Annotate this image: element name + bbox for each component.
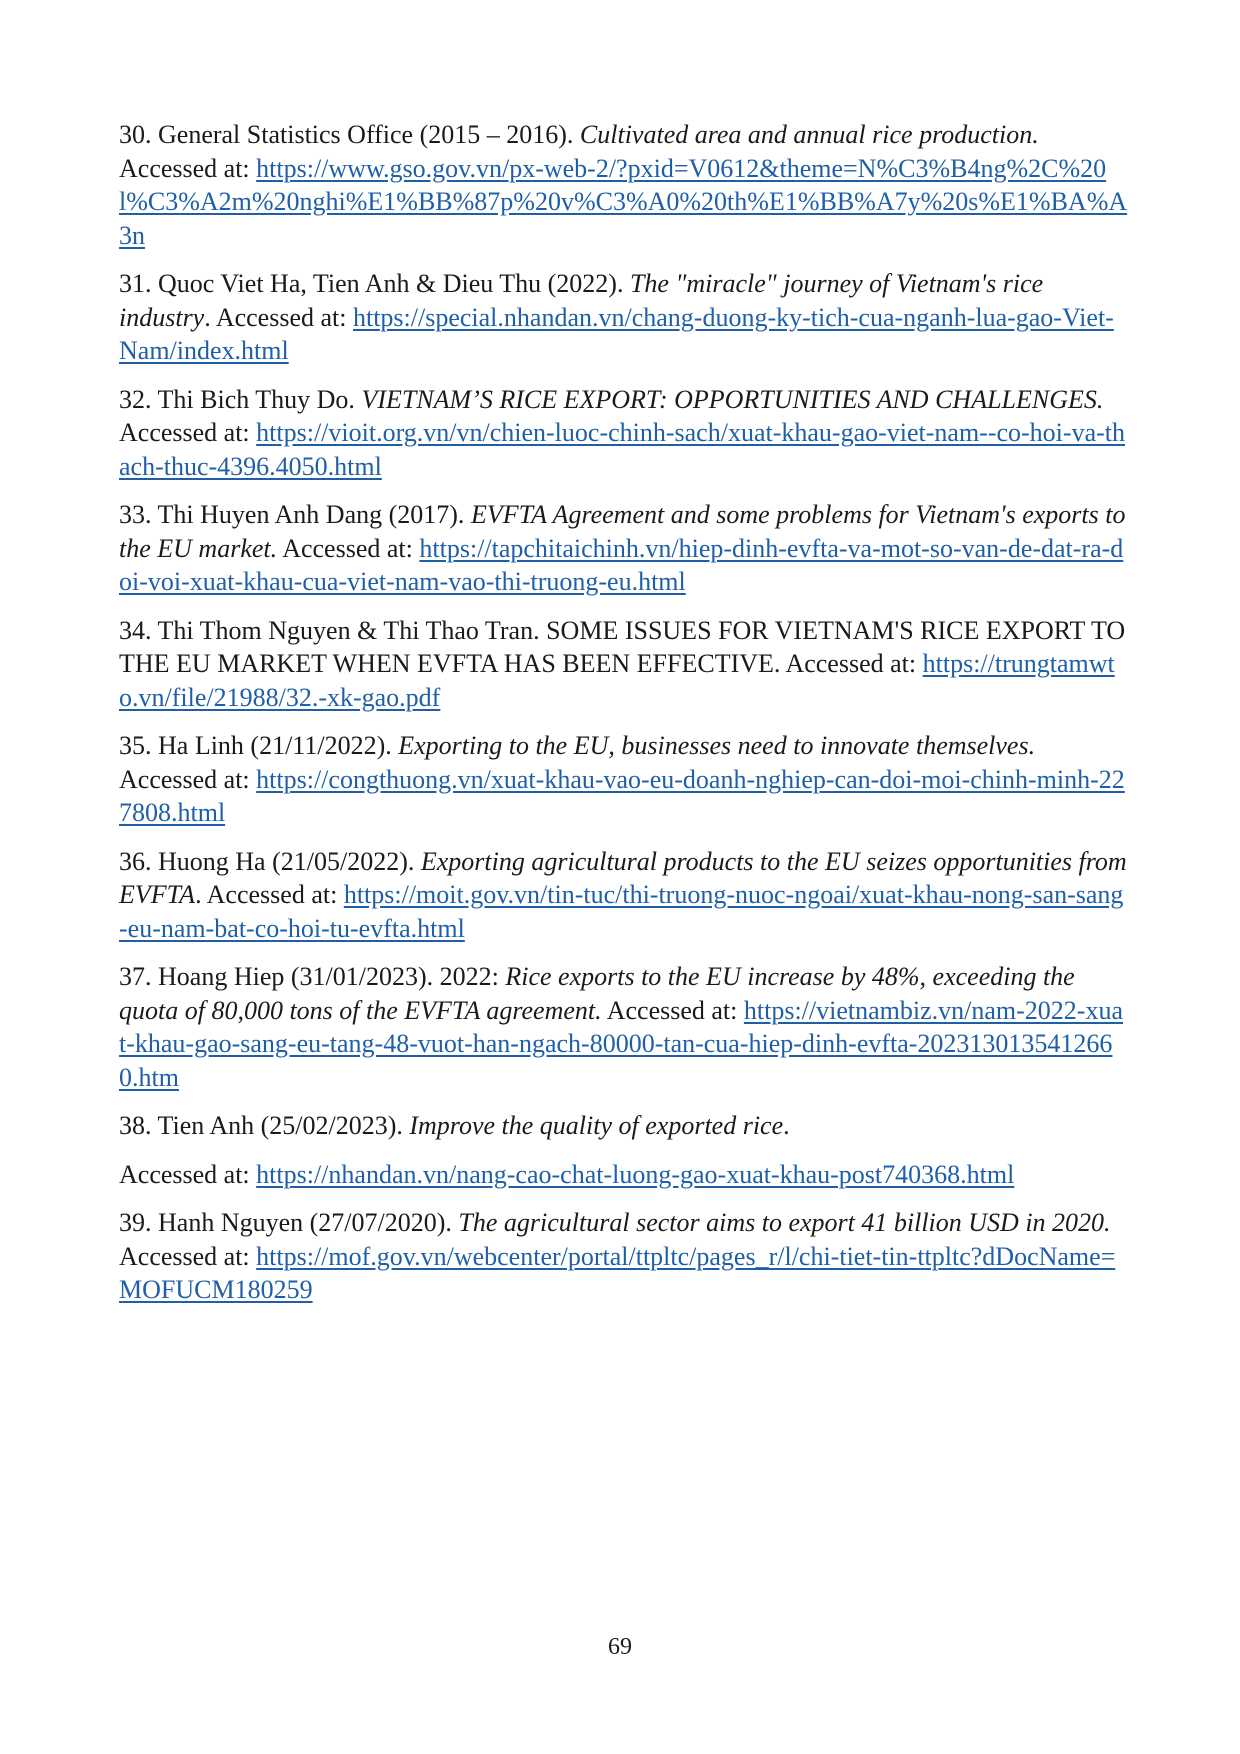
reference-accessed-label: Accessed at:: [119, 418, 257, 447]
reference-item: [119, 960, 1129, 1094]
reference-title: Exporting agricultural products to the EU seizes opportunities from EVFTA: [119, 846, 1127, 909]
reference-link[interactable]: https://moit.gov.vn/tin-tuc/thi-truong-nuoc-ngoai/xuat-khau-nong-san-sang-eu-nam-bat-co-hoi-tu-evfta.html: [119, 880, 1124, 943]
reference-accessed-label: Accessed at:: [119, 764, 257, 794]
reference-accessed-label: Accessed at:: [215, 302, 353, 332]
reference-accessed-label: Accessed at:: [206, 880, 344, 909]
reference-lead: 37. Hoang Hiep (31/01/2023). 2022:: [119, 962, 506, 991]
reference-item: [119, 729, 1129, 830]
reference-item: [119, 383, 1129, 484]
reference-title: The agricultural sector aims to export 41 billion USD in 2020.: [458, 1208, 1111, 1237]
reference-link[interactable]: https://special.nhandan.vn/chang-duong-ky-tich-cua-nganh-lua-gao-Viet-Nam/index.html: [119, 302, 1114, 365]
reference-item: [119, 1206, 1129, 1307]
reference-link[interactable]: https://www.gso.gov.vn/px-web-2/?pxid=V0612&theme=N%C3%B4ng%2C%20l%C3%A2m%20nghi%E1%BB%87p%20v%C3%A0%20th%E1%BB%A7y%20s%E1%BA%A3n: [119, 153, 1128, 250]
reference-mid: .: [195, 880, 207, 909]
reference-item: [119, 845, 1129, 946]
reference-title: VIETNAM’S RICE EXPORT: OPPORTUNITIES AND CHALLENGES.: [361, 384, 1104, 414]
reference-mid: .: [204, 302, 216, 332]
reference-lead: 38. Tien Anh (25/02/2023).: [119, 1111, 410, 1140]
reference-link[interactable]: https://nhandan.vn/nang-cao-chat-luong-gao-xuat-khau-post740368.html: [256, 1159, 1015, 1189]
reference-mid: .: [783, 1111, 790, 1140]
page-number: 69: [608, 1634, 632, 1660]
reference-title: Exporting to the EU, businesses need to innovate themselves.: [398, 731, 1036, 760]
reference-lead: 32. Thi Bich Thuy Do.: [119, 384, 362, 414]
reference-list: [119, 118, 1129, 1322]
reference-lead: 39. Hanh Nguyen (27/07/2020).: [119, 1208, 459, 1237]
reference-title: The "miracle" journey of Vietnam's rice industry: [119, 269, 1044, 332]
reference-title: Cultivated area and annual rice production.: [579, 120, 1039, 149]
reference-lead: 34. Thi Thom Nguyen & Thi Thao Tran. SOME ISSUES FOR VIETNAM'S RICE EXPORT TO THE EU MARKET WHEN EVFTA HAS BEEN EFFECTIVE.: [119, 615, 1126, 678]
reference-item: [119, 614, 1129, 715]
reference-lead: 30. General Statistics Office (2015 – 2016).: [119, 120, 580, 149]
reference-accessed-label: Accessed at:: [785, 649, 923, 678]
reference-item: [119, 1109, 1129, 1191]
reference-item: [119, 498, 1129, 599]
reference-link[interactable]: https://vietnambiz.vn/nam-2022-xuat-khau-gao-sang-eu-tang-48-vuot-han-ngach-80000-tan-cua-hiep-dinh-evfta-2023130135412660.htm: [119, 995, 1123, 1092]
reference-link[interactable]: https://tapchitaichinh.vn/hiep-dinh-evfta-va-mot-so-van-de-dat-ra-doi-voi-xuat-khau-cua-viet-nam-vao-thi-truong-eu.html: [119, 533, 1124, 596]
reference-item: [119, 267, 1129, 368]
reference-lead: 35. Ha Linh (21/11/2022).: [119, 731, 399, 760]
reference-link[interactable]: https://vioit.org.vn/vn/chien-luoc-chinh-sach/xuat-khau-gao-viet-nam--co-hoi-va-thach-thuc-4396.4050.html: [119, 418, 1125, 481]
reference-item: [119, 118, 1129, 252]
reference-title: EVFTA Agreement and some problems for Vietnam's exports to the EU market.: [119, 500, 1126, 563]
reference-accessed-label: Accessed at:: [282, 533, 420, 563]
reference-link[interactable]: https://mof.gov.vn/webcenter/portal/ttpltc/pages_r/l/chi-tiet-tin-ttpltc?dDocName=MOFUCM180259: [119, 1241, 1116, 1304]
reference-accessed-label: Accessed at:: [606, 995, 744, 1025]
reference-lead: 31. Quoc Viet Ha, Tien Anh & Dieu Thu (2022).: [119, 269, 630, 298]
reference-title: Rice exports to the EU increase by 48%, exceeding the quota of 80,000 tons of the EVFTA agreement.: [119, 962, 1075, 1025]
reference-lead: 33. Thi Huyen Anh Dang (2017).: [119, 500, 471, 529]
reference-accessed-label: Accessed at:: [119, 1159, 257, 1189]
reference-accessed-label: Accessed at:: [119, 153, 257, 183]
reference-accessed-line: [119, 1158, 1129, 1192]
reference-title: Improve the quality of exported rice: [409, 1111, 784, 1140]
reference-lead: 36. Huong Ha (21/05/2022).: [119, 846, 421, 876]
reference-link[interactable]: https://congthuong.vn/xuat-khau-vao-eu-doanh-nghiep-can-doi-moi-chinh-minh-227808.html: [119, 764, 1125, 827]
reference-link[interactable]: https://trungtamwto.vn/file/21988/32.-xk-gao.pdf: [119, 649, 1115, 712]
reference-accessed-label: Accessed at:: [119, 1241, 257, 1271]
